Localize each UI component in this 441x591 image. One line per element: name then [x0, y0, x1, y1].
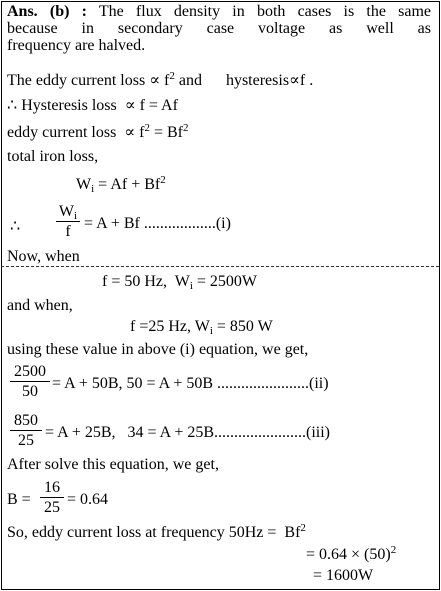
iron-loss-equation: $W_i = Af + Bf^2$ [76, 174, 166, 195]
eddy-loss-50hz-line: So, eddy current loss at frequency 50Hz = Bf$^2$ [7, 522, 306, 541]
after-solve-line: After solve this equation, we get, [7, 456, 219, 473]
answer-intro-line-3: frequency are halved. [7, 37, 146, 54]
fraction-2500-50 [10, 363, 50, 401]
fraction-denominator: 50 [22, 383, 38, 400]
case-25hz: f =25 Hz, $W_i = 850$ W [130, 318, 273, 337]
equation-iii: = A + 25B, 34 = A + 25B.......................(iii) [45, 424, 331, 441]
fraction-850-25 [10, 412, 42, 450]
fraction-denominator: 25 [44, 499, 60, 516]
page-break-divider [1, 266, 439, 267]
and-when-label: and when, [7, 297, 73, 314]
hysteresis-loss-line: ∴ Hysteresis loss ∝ f = Af [7, 97, 178, 114]
total-iron-loss-label: total iron loss, [7, 148, 99, 165]
calculation-step: = $0.64 \times (50)^2$ [306, 544, 397, 563]
fraction-denominator: f [65, 223, 71, 240]
fraction-denominator: 25 [18, 432, 34, 449]
eddy-hysteresis-line: The eddy current loss ∝ $f^2$ and hysteresis∝f . [7, 70, 314, 89]
b-result: = 0.64 [67, 491, 109, 508]
eddy-current-loss-line: eddy current loss ∝ $f^2 = Bf^2$ [7, 122, 189, 141]
answer-intro-line-1: Ans. (b) : The flux density in both cases is the same [7, 3, 432, 20]
fraction-numerator: 850 [10, 412, 42, 431]
equation-i: = A + Bf ..................(i) [84, 215, 231, 232]
answer-label: Ans. (b) : [7, 3, 87, 20]
equation-ii: = A + 50B, 50 = A + 50B .......................(ii) [52, 375, 329, 392]
therefore-symbol: ∴ [10, 218, 21, 235]
using-values-line: using these value in above (i) equation, we get, [7, 341, 309, 358]
fraction-numerator: $W_i$ [56, 203, 80, 222]
fraction-16-25 [40, 479, 64, 517]
wi-over-f-fraction [56, 203, 80, 241]
fraction-numerator: 16 [40, 479, 64, 498]
case-50hz: f = 50 Hz, $W_i = 2500W$ [102, 273, 258, 292]
now-when-label: Now, when [7, 248, 80, 265]
b-label: B = [7, 491, 31, 508]
answer-intro-line-2: because in secondary case voltage as well as [7, 20, 431, 37]
final-result: = 1600W [313, 567, 374, 584]
fraction-numerator: 2500 [10, 363, 50, 382]
